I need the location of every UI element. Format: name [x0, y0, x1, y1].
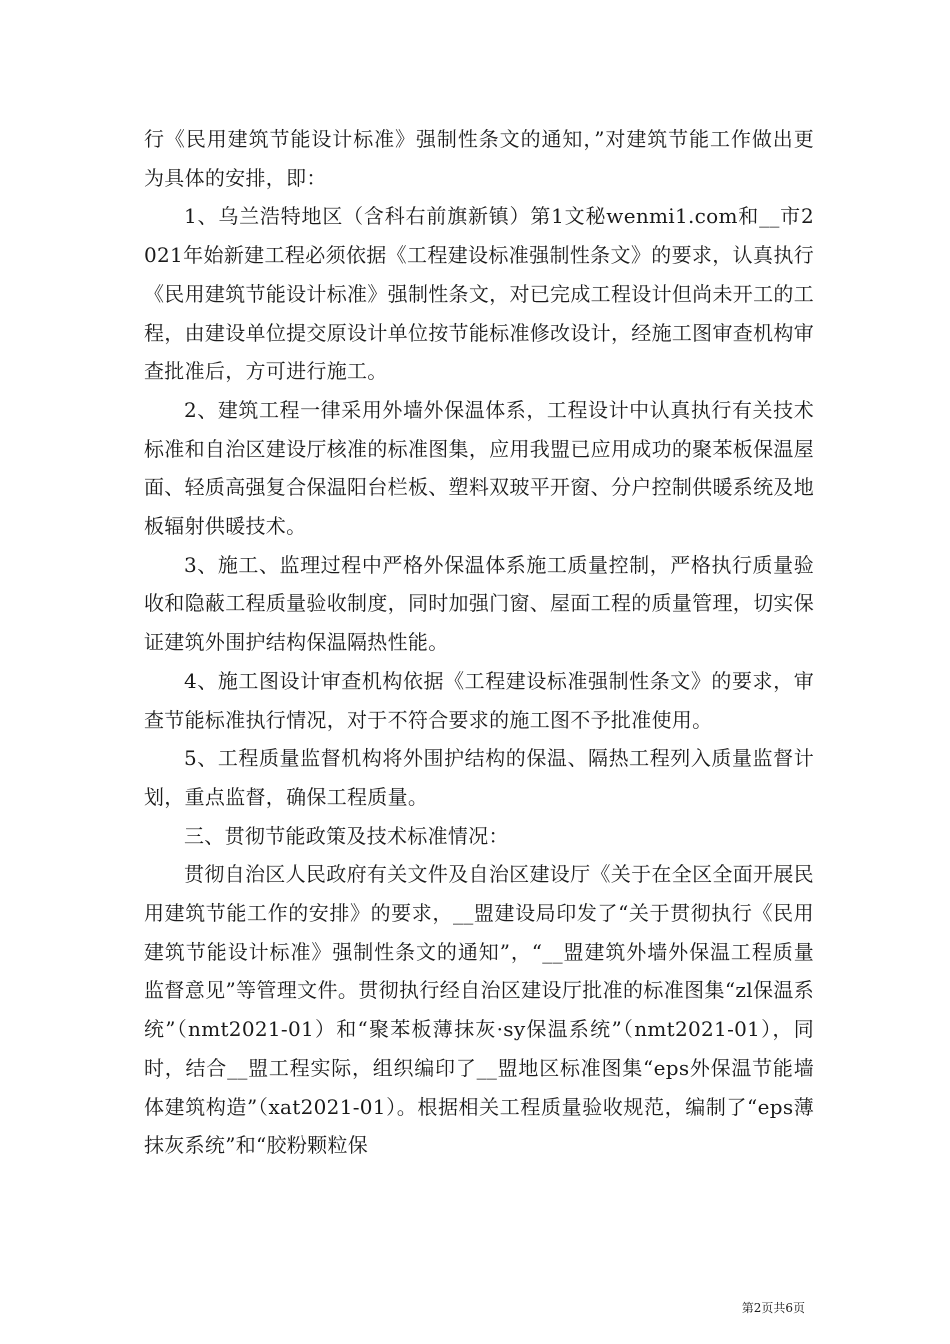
paragraph-section-3-body: 贯彻自治区人民政府有关文件及自治区建设厅《关于在全区全面开展民用建筑节能工作的安排》的要求，__盟建设局印发了“关于贯彻执行《民用建筑节能设计标准》强制性条文的通知”，“__盟建筑外墙外保温工程质量监督意见”等管理文件。贯彻执行经自治区建设厅批准的标准图集“zl保温系统”（nmt2021-01）和“聚苯板薄抹灰·sy保温系统”（nmt2021-01），同时，结合__盟工程实际，组织编印了__盟地区标准图集“eps外保温节能墙体建筑构造”（xat2021-01）。根据相关工程质量验收规范，编制了“eps薄抹灰系统”和“胶粉颗粒保	[144, 862, 814, 1158]
paragraph-item-3: 3、施工、监理过程中严格外保温体系施工质量控制，严格执行质量验收和隐蔽工程质量验收制度，同时加强门窗、屋面工程的质量管理，切实保证建筑外围护结构保温隔热性能。	[144, 552, 814, 655]
paragraph-item-2: 2、建筑工程一律采用外墙外保温体系，工程设计中认真执行有关技术标准和自治区建设厅核准的标准图集，应用我盟已应用成功的聚苯板保温屋面、轻质高强复合保温阳台栏板、塑料双玻平开窗、分户控制供暖系统及地板辐射供暖技术。	[144, 397, 814, 539]
section-heading-3: 三、贯彻节能政策及技术标准情况：	[184, 823, 509, 848]
paragraph-continuation: 行《民用建筑节能设计标准》强制性条文的通知，”对建筑节能工作做出更为具体的安排，即：	[144, 127, 814, 190]
page-number-footer: 第2页共6页	[741, 1301, 805, 1315]
document-body	[144, 120, 814, 1165]
paragraph-item-4: 4、施工图设计审查机构依据《工程建设标准强制性条文》的要求，审查节能标准执行情况，对于不符合要求的施工图不予批准使用。	[144, 668, 814, 732]
paragraph-item-1: 1、乌兰浩特地区（含科右前旗新镇）第1文秘wenmi1.com和__市2021年始新建工程必须依据《工程建设标准强制性条文》的要求，认真执行《民用建筑节能设计标准》强制性条文，对已完成工程设计但尚未开工的工程，由建设单位提交原设计单位按节能标准修改设计，经施工图审查机构审查批准后，方可进行施工。	[144, 204, 814, 384]
paragraph-item-5: 5、工程质量监督机构将外围护结构的保温、隔热工程列入质量监督计划，重点监督，确保工程质量。	[144, 746, 814, 809]
